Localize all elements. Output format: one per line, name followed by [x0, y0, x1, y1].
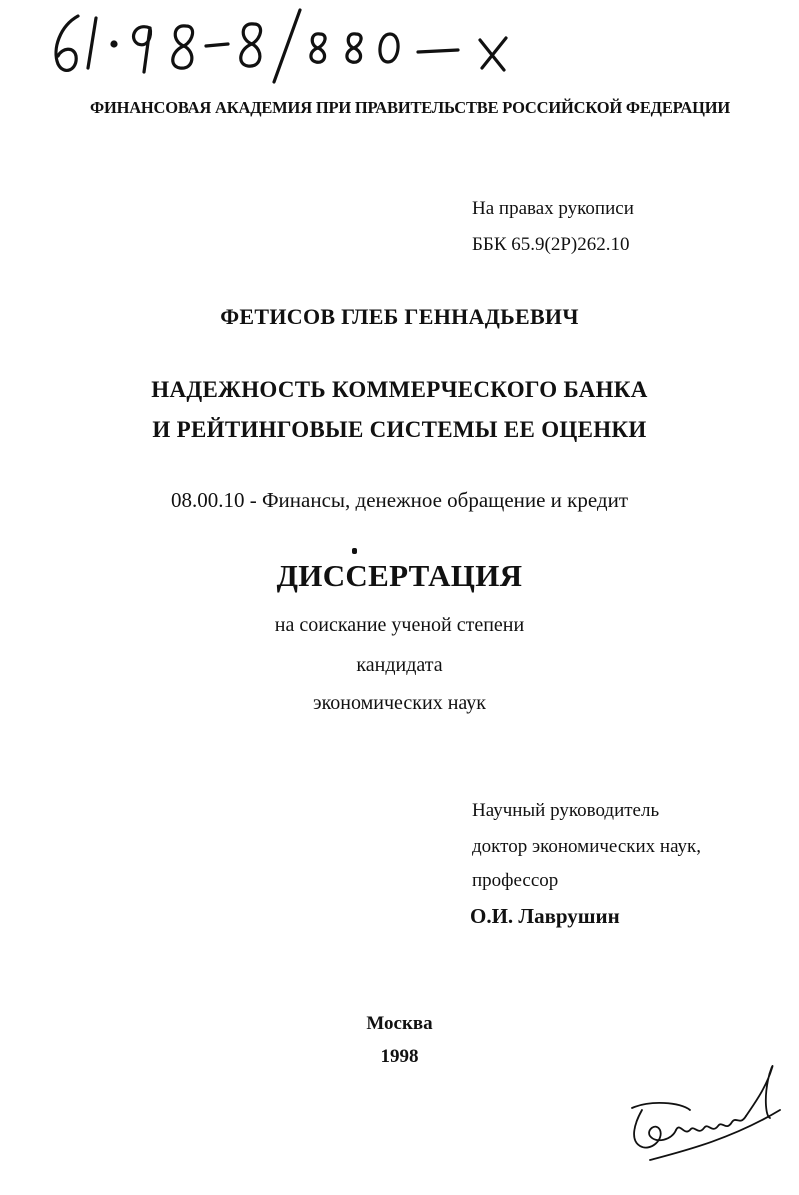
dissertation-title [0, 370, 799, 450]
city: Москва [366, 1013, 433, 1034]
institution-name: ФИНАНСОВАЯ АКАДЕМИЯ ПРИ ПРАВИТЕЛЬСТВЕ РОССИЙСКОЙ ФЕДЕРАЦИИ [89, 98, 731, 117]
ink-dot [352, 548, 357, 554]
year: 1998 [380, 1046, 419, 1067]
handwritten-archive-code [38, 4, 558, 84]
title-line-1: НАДЕЖНОСТЬ КОММЕРЧЕСКОГО БАНКА [151, 377, 648, 402]
specialty-code: 08.00.10 - Финансы, денежное обращение и кредит [170, 488, 629, 512]
supervisor-role: Научный руководитель [472, 800, 660, 821]
degree-line-1: на соискание ученой степени [274, 614, 525, 636]
title-line-2: И РЕЙТИНГОВЫЕ СИСТЕМЫ ЕЕ ОЦЕНКИ [152, 417, 647, 442]
signature-icon [620, 1060, 790, 1170]
bbk-code: ББК 65.9(2Р)262.10 [472, 234, 630, 255]
supervisor-title: профессор [472, 870, 559, 891]
author-name: ФЕТИСОВ ГЛЕБ ГЕННАДЬЕВИЧ [220, 304, 579, 329]
supervisor-name: О.И. Лаврушин [470, 904, 620, 928]
manuscript-note: На правах рукописи [472, 198, 634, 219]
degree-line-2: кандидата [356, 654, 443, 676]
supervisor-degree: доктор экономических наук, [472, 836, 702, 857]
document-type: ДИССЕРТАЦИЯ [276, 558, 523, 593]
degree-line-3: экономических наук [313, 692, 486, 714]
